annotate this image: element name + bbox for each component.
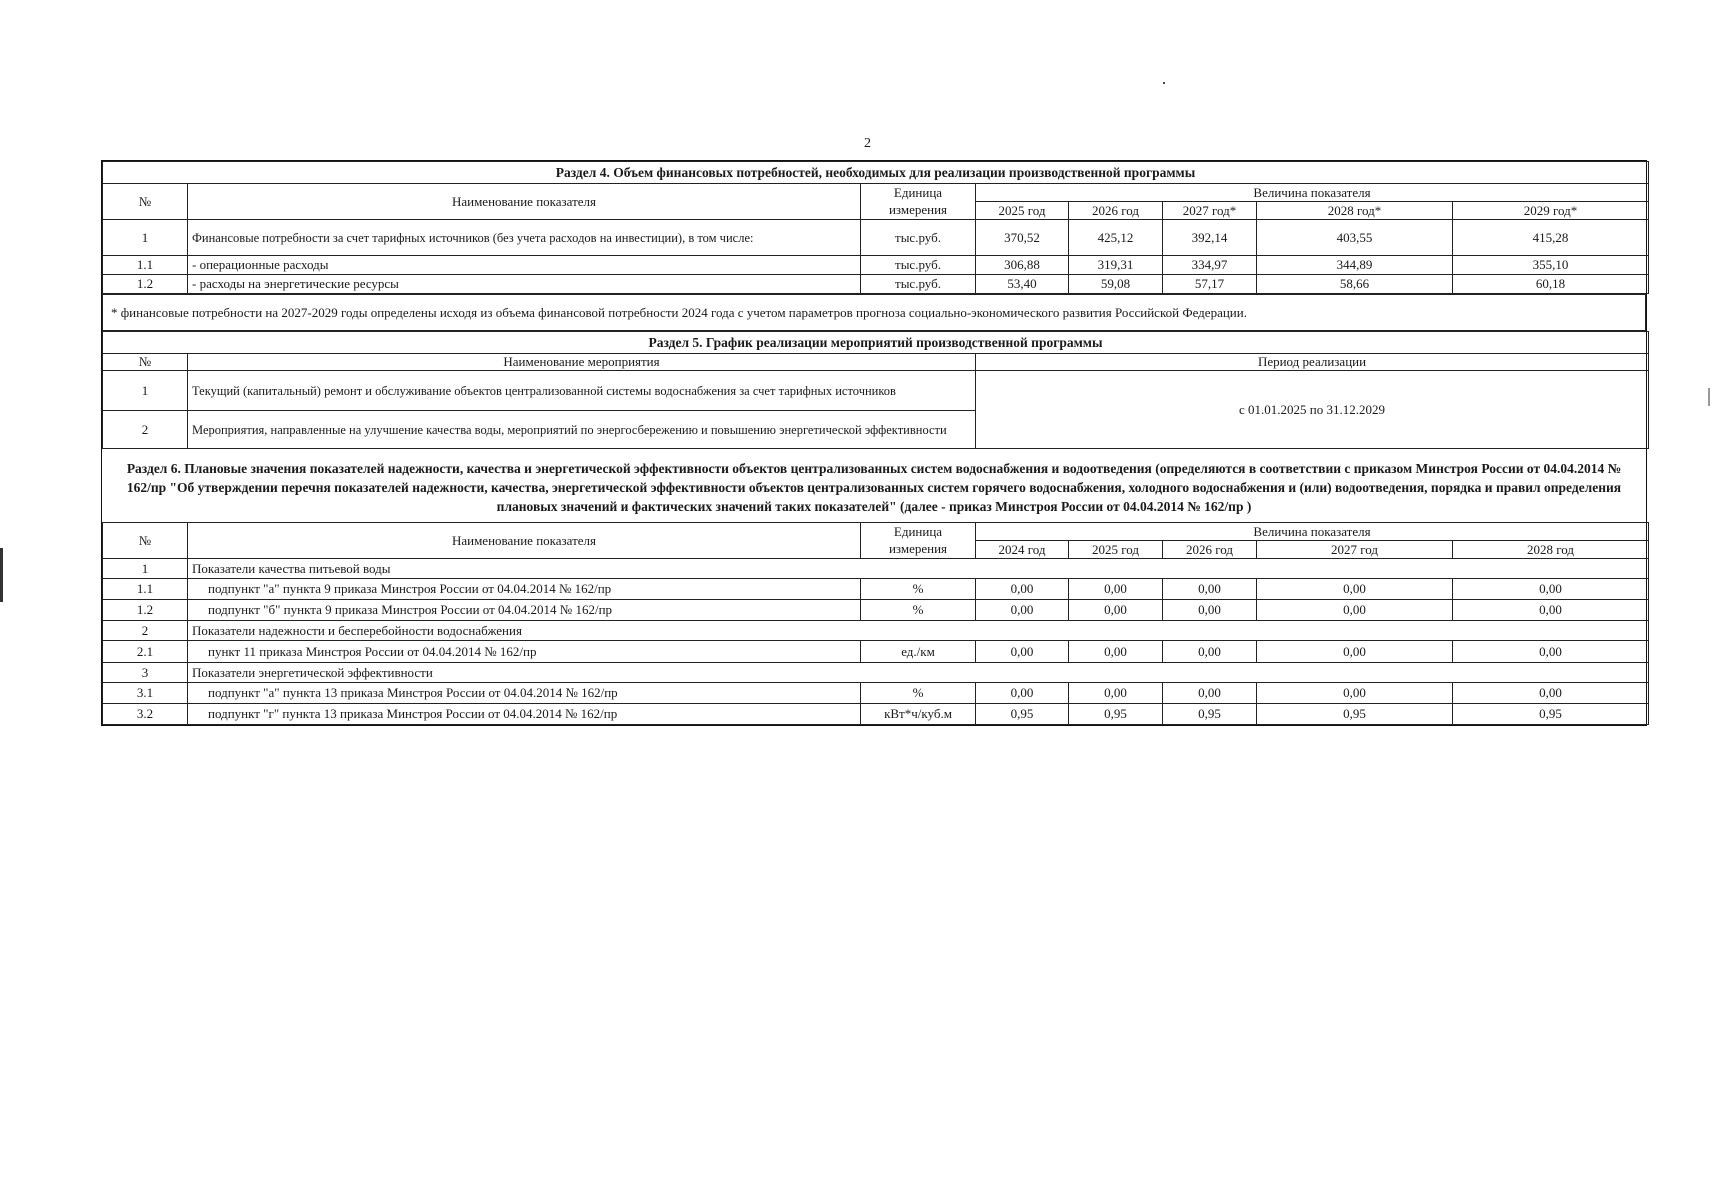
table-row-group (103, 559, 1649, 579)
s4-header-unit-1: Единица (861, 184, 976, 202)
s6-header-name: Наименование показателя (188, 523, 861, 559)
row-num: 3.1 (103, 683, 188, 704)
row-name: подпункт "а" пункта 13 приказа Минстроя России от 04.04.2014 № 162/пр (188, 683, 861, 704)
row-unit: тыс.руб. (861, 275, 976, 294)
row-value: 0,00 (1163, 683, 1257, 704)
row-value: 0,95 (1163, 704, 1257, 725)
row-unit: % (861, 600, 976, 621)
row-value: 319,31 (1069, 256, 1163, 275)
row-value: 0,00 (1257, 600, 1453, 621)
row-name: Финансовые потребности за счет тарифных источников (без учета расходов на инвестиции), в том числе: (188, 220, 861, 256)
row-value: 344,89 (1257, 256, 1453, 275)
period-value: с 01.01.2025 по 31.12.2029 (976, 371, 1649, 449)
row-num: 3 (103, 663, 188, 683)
s6-header-unit-1: Единица (861, 523, 976, 541)
row-value: 0,00 (976, 683, 1069, 704)
table-row (103, 275, 1649, 294)
table-row (103, 256, 1649, 275)
row-value: 355,10 (1453, 256, 1649, 275)
row-value: 0,00 (1453, 579, 1649, 600)
row-value: 0,00 (1163, 579, 1257, 600)
row-value: 306,88 (976, 256, 1069, 275)
row-value: 0,95 (1257, 704, 1453, 725)
table-row (103, 704, 1649, 725)
row-value: 0,95 (976, 704, 1069, 725)
row-num: 1 (103, 220, 188, 256)
s5-header-name: Наименование мероприятия (188, 354, 976, 371)
row-value: 334,97 (1163, 256, 1257, 275)
row-name: Мероприятия, направленные на улучшение качества воды, мероприятий по энергосбережению и повышению энергетической эффективности (188, 411, 976, 449)
table-row (103, 683, 1649, 704)
s4-year-2027: 2027 год* (1163, 202, 1257, 220)
table-row (103, 641, 1649, 663)
row-value: 0,00 (1453, 683, 1649, 704)
table-row (103, 371, 1649, 411)
s4-year-2026: 2026 год (1069, 202, 1163, 220)
row-name: подпункт "г" пункта 13 приказа Минстроя России от 04.04.2014 № 162/пр (188, 704, 861, 725)
s4-header-num: № (103, 184, 188, 220)
row-name: подпункт "б" пункта 9 приказа Минстроя России от 04.04.2014 № 162/пр (188, 600, 861, 621)
section4-title: Раздел 4. Объем финансовых потребностей, необходимых для реализации производственной программы (103, 162, 1649, 184)
row-value: 59,08 (1069, 275, 1163, 294)
s6-header-unit-2: измерения (861, 541, 976, 559)
section5-table (102, 331, 1649, 449)
row-value: 0,00 (1257, 683, 1453, 704)
row-value: 403,55 (1257, 220, 1453, 256)
row-value: 392,14 (1163, 220, 1257, 256)
row-name: - расходы на энергетические ресурсы (188, 275, 861, 294)
row-value: 0,00 (1069, 641, 1163, 663)
s6-header-num: № (103, 523, 188, 559)
row-value: 0,00 (976, 600, 1069, 621)
row-value: 0,00 (1069, 683, 1163, 704)
section6-title: Раздел 6. Плановые значения показателей надежности, качества и энергетической эффективности объектов централизованных систем водоснабжения и водоотведения (определяются в соответствии с приказом Минстроя России от 04.04.2014 № 162/пр "Об утверждении перечня показателей надежности, качества, энергетической эффективности объектов централизованных систем горячего водоснабжения, холодного водоснабжения и (или) водоотведения, порядка и правил определения плановых значений и фактических значений таких показателей" (далее - приказ Минстроя России от 04.04.2014 № 162/пр ) (126, 461, 1622, 514)
s6-header-value: Величина показателя (976, 523, 1649, 541)
table-row-group (103, 663, 1649, 683)
scan-edge-mark-right (1708, 388, 1710, 406)
table-row (103, 600, 1649, 621)
row-value: 57,17 (1163, 275, 1257, 294)
row-num: 1.1 (103, 256, 188, 275)
s4-year-2029: 2029 год* (1453, 202, 1649, 220)
table-row-group (103, 621, 1649, 641)
row-unit: тыс.руб. (861, 220, 976, 256)
row-num: 1.2 (103, 600, 188, 621)
row-name: - операционные расходы (188, 256, 861, 275)
row-num: 1.2 (103, 275, 188, 294)
row-name: пункт 11 приказа Минстроя России от 04.04.2014 № 162/пр (188, 641, 861, 663)
row-unit: тыс.руб. (861, 256, 976, 275)
row-num: 1.1 (103, 579, 188, 600)
row-num: 1 (103, 371, 188, 411)
s4-header-unit-2: измерения (861, 202, 976, 220)
row-value: 60,18 (1453, 275, 1649, 294)
table-row (103, 579, 1649, 600)
row-name: подпункт "а" пункта 9 приказа Минстроя России от 04.04.2014 № 162/пр (188, 579, 861, 600)
table-row (103, 220, 1649, 256)
row-value: 0,00 (1069, 600, 1163, 621)
row-value: 425,12 (1069, 220, 1163, 256)
section5-title: Раздел 5. График реализации мероприятий производственной программы (103, 332, 1649, 354)
row-value: 370,52 (976, 220, 1069, 256)
s6-year-2028: 2028 год (1453, 541, 1649, 559)
document-table-block (101, 160, 1647, 726)
section6-table (102, 522, 1649, 725)
row-value: 0,00 (976, 641, 1069, 663)
row-value: 53,40 (976, 275, 1069, 294)
s6-year-2024: 2024 год (976, 541, 1069, 559)
row-value: 58,66 (1257, 275, 1453, 294)
row-value: 0,00 (1069, 579, 1163, 600)
row-num: 1 (103, 559, 188, 579)
row-group-name: Показатели качества питьевой воды (188, 559, 1649, 579)
s6-year-2026: 2026 год (1163, 541, 1257, 559)
row-value: 0,00 (1163, 641, 1257, 663)
row-value: 0,95 (1453, 704, 1649, 725)
row-num: 2 (103, 411, 188, 449)
s4-header-name: Наименование показателя (188, 184, 861, 220)
row-value: 0,00 (1163, 600, 1257, 621)
row-num: 2 (103, 621, 188, 641)
row-value: 0,00 (1453, 600, 1649, 621)
row-value: 0,00 (1257, 579, 1453, 600)
row-num: 2.1 (103, 641, 188, 663)
row-unit: ед./км (861, 641, 976, 663)
section4-table (102, 161, 1649, 294)
row-value: 0,00 (976, 579, 1069, 600)
row-group-name: Показатели энергетической эффективности (188, 663, 1649, 683)
s6-year-2025: 2025 год (1069, 541, 1163, 559)
s4-header-value: Величина показателя (976, 184, 1649, 202)
row-value: 415,28 (1453, 220, 1649, 256)
row-value: 0,95 (1069, 704, 1163, 725)
scan-artifact-dot (1163, 82, 1165, 84)
row-unit: % (861, 579, 976, 600)
s4-year-2028: 2028 год* (1257, 202, 1453, 220)
row-name: Текущий (капитальный) ремонт и обслуживание объектов централизованной системы водоснабжения за счет тарифных источников (188, 371, 976, 411)
s4-year-2025: 2025 год (976, 202, 1069, 220)
row-unit: % (861, 683, 976, 704)
scan-edge-mark (0, 548, 3, 602)
row-num: 3.2 (103, 704, 188, 725)
row-unit: кВт*ч/куб.м (861, 704, 976, 725)
section4-footnote: * финансовые потребности на 2027-2029 годы определены исходя из объема финансовой потребности 2024 года с учетом параметров прогноза социально-экономического развития Российской Федерации. (102, 294, 1646, 331)
row-group-name: Показатели надежности и бесперебойности водоснабжения (188, 621, 1649, 641)
s5-header-num: № (103, 354, 188, 371)
s5-header-period: Период реализации (976, 354, 1649, 371)
row-value: 0,00 (1453, 641, 1649, 663)
s6-year-2027: 2027 год (1257, 541, 1453, 559)
row-value: 0,00 (1257, 641, 1453, 663)
page-number: 2 (864, 136, 871, 151)
